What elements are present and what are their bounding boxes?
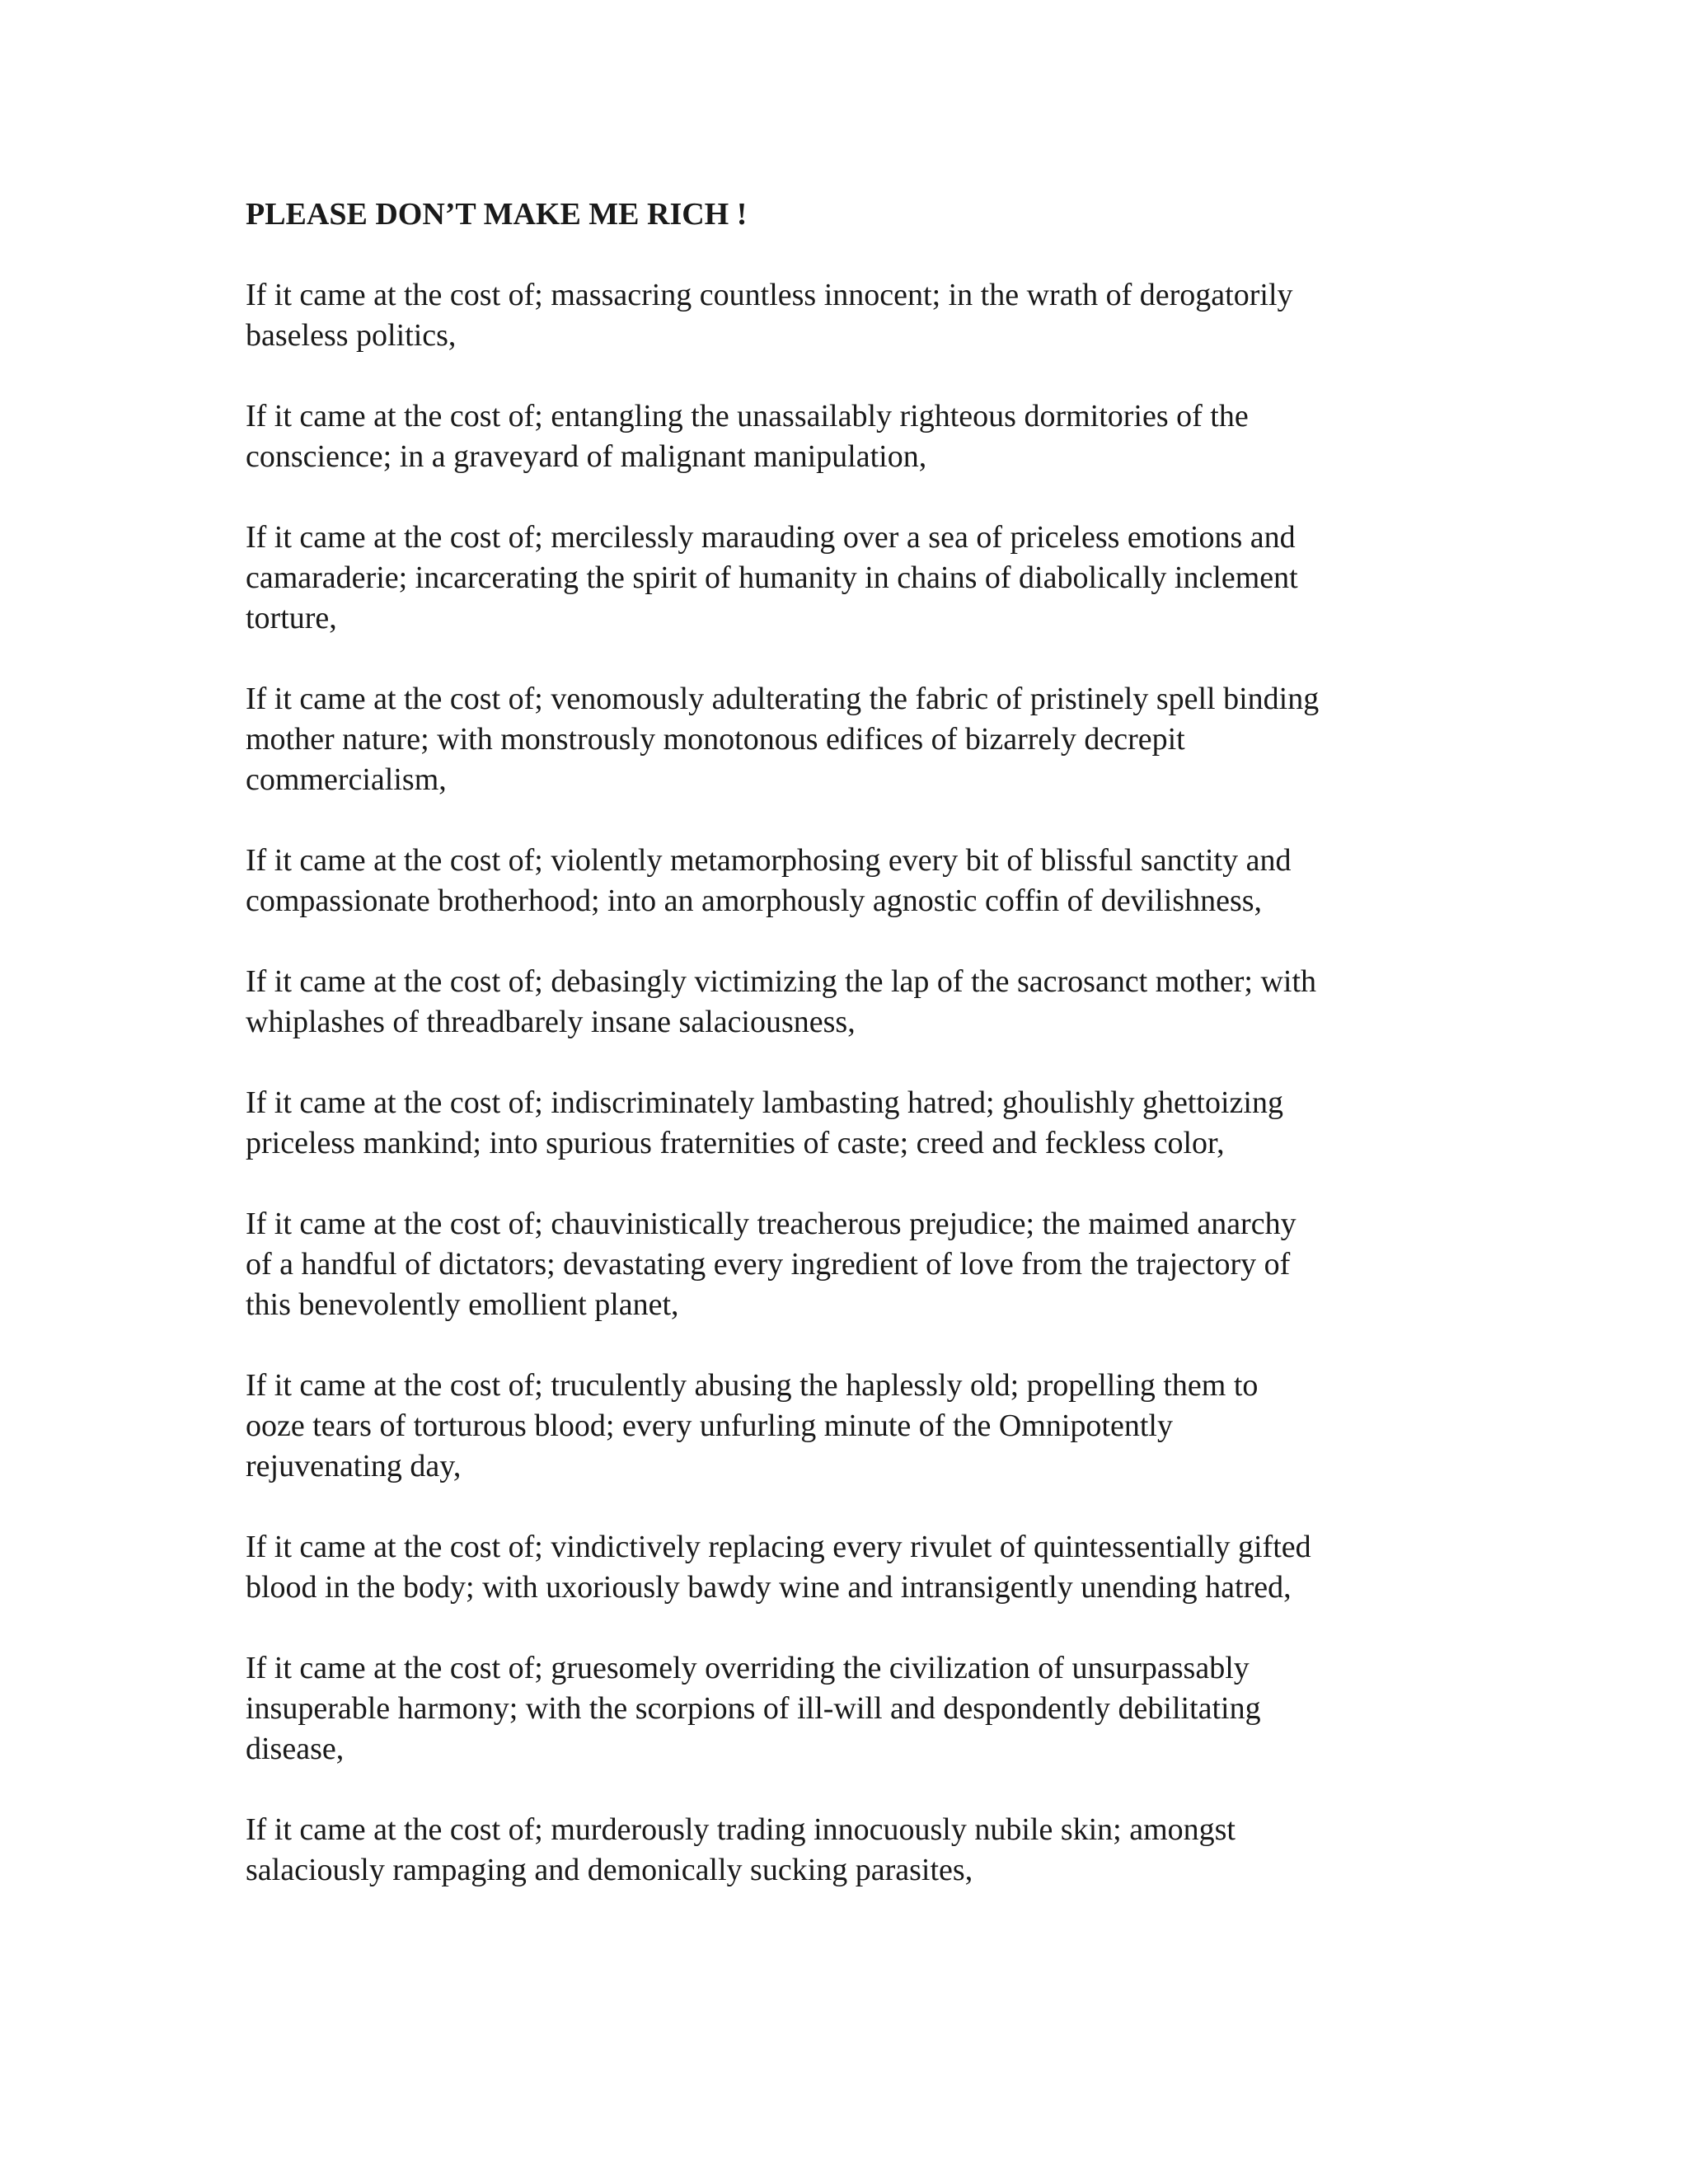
- poem-line: If it came at the cost of; venomously adulterating the fabric of pristinely spell binding: [246, 682, 1320, 716]
- poem-line: conscience; in a graveyard of malignant manipulation,: [246, 439, 927, 474]
- poem-line: torture,: [246, 601, 337, 635]
- poem-line: If it came at the cost of; mercilessly marauding over a sea of priceless emotions and: [246, 520, 1296, 555]
- poem-line: If it came at the cost of; chauvinistically treacherous prejudice; the maimed anarchy: [246, 1207, 1296, 1241]
- poem-line: If it came at the cost of; entangling the unassailably righteous dormitories of the: [246, 399, 1249, 434]
- poem-line: rejuvenating day,: [246, 1449, 462, 1483]
- poem-line: blood in the body; with uxoriously bawdy wine and intransigently unending hatred,: [246, 1570, 1292, 1605]
- poem-line: camaraderie; incarcerating the spirit of humanity in chains of diabolically inclement: [246, 560, 1298, 595]
- poem-line: If it came at the cost of; debasingly victimizing the lap of the sacrosanct mother; with: [246, 964, 1316, 999]
- stanza: [246, 1204, 1441, 1325]
- document-body: [246, 194, 1441, 1931]
- poem-line: If it came at the cost of; murderously trading innocuously nubile skin; amongst: [246, 1812, 1236, 1847]
- stanza: [246, 275, 1441, 356]
- poem-line: If it came at the cost of; indiscriminately lambasting hatred; ghoulishly ghettoizing: [246, 1085, 1283, 1120]
- poem-line: insuperable harmony; with the scorpions of ill-will and despondently debilitating: [246, 1691, 1261, 1726]
- poem-line: ooze tears of torturous blood; every unfurling minute of the Omnipotently: [246, 1408, 1173, 1443]
- stanza: [246, 841, 1441, 921]
- poem-line: priceless mankind; into spurious fraternities of caste; creed and feckless color,: [246, 1126, 1225, 1160]
- poem-line: If it came at the cost of; truculently abusing the haplessly old; propelling them to: [246, 1368, 1259, 1403]
- poem-title: PLEASE DON’T MAKE ME RICH !: [246, 197, 748, 232]
- stanza: [246, 1366, 1441, 1487]
- poem-line: commercialism,: [246, 762, 447, 797]
- poem-line: of a handful of dictators; devastating every ingredient of love from the trajectory of: [246, 1247, 1291, 1282]
- poem-line: If it came at the cost of; gruesomely overriding the civilization of unsurpassably: [246, 1651, 1250, 1685]
- stanza: [246, 1810, 1441, 1891]
- stanza: [246, 396, 1441, 477]
- poem-line: If it came at the cost of; vindictively replacing every rivulet of quintessentially gifted: [246, 1530, 1311, 1564]
- stanza: [246, 679, 1441, 800]
- poem-line: whiplashes of threadbarely insane salaciousness,: [246, 1005, 856, 1039]
- stanza: [246, 1648, 1441, 1769]
- poem-line: salaciously rampaging and demonically sucking parasites,: [246, 1853, 973, 1887]
- poem-line: this benevolently emollient planet,: [246, 1287, 679, 1322]
- poem-line: compassionate brotherhood; into an amorphously agnostic coffin of devilishness,: [246, 883, 1263, 918]
- stanza: [246, 962, 1441, 1043]
- poem-line: mother nature; with monstrously monotonous edifices of bizarrely decrepit: [246, 722, 1185, 757]
- stanza: [246, 1527, 1441, 1608]
- poem-line: If it came at the cost of; violently metamorphosing every bit of blissful sanctity and: [246, 843, 1292, 878]
- poem-line: baseless politics,: [246, 318, 457, 353]
- stanza: [246, 518, 1441, 639]
- poem-line: disease,: [246, 1732, 345, 1766]
- stanza: [246, 1083, 1441, 1164]
- poem-line: If it came at the cost of; massacring countless innocent; in the wrath of derogatorily: [246, 278, 1293, 312]
